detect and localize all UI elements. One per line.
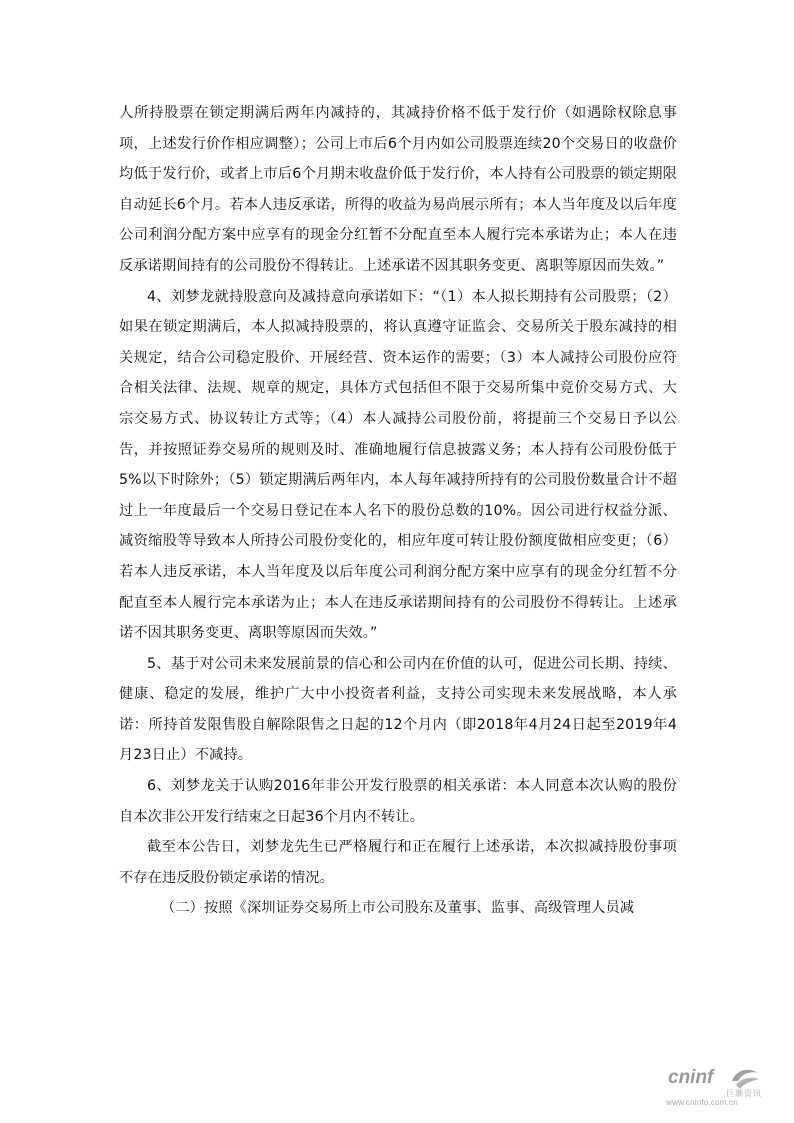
paragraph-commitment-5: 5、基于对公司未来发展前景的信心和公司内在价值的认可，促进公司长期、持续、健康、稳定的发展，维护广大中小投资者利益，支持公司实现未来发展战略，本人承诺：所持首发限售股自解除限售之日起的12个月内（即2018年4月24日起至2019年4月23日止）不减持。 [119,655,677,764]
logo-url-text: www.cninfo.com.cn [666,1098,738,1107]
section-heading-2: （二）按照《深圳证券交易所上市公司股东及董事、监事、高级管理人员减 [161,900,635,917]
paragraph-commitment-6: 6、刘梦龙关于认购2016年非公开发行股票的相关承诺：本人同意本次认购的股份自本次非公开发行结束之日起36个月内不转让。 [119,778,677,825]
document-body [119,98,677,924]
paragraph-status: 截至本公告日，刘梦龙先生已严格履行和正在履行上述承诺，本次拟减持股份事项不存在违反股份锁定承诺的情况。 [119,839,677,886]
cninfo-watermark-logo [666,1065,766,1109]
logo-chinese-text: 巨潮资讯 [726,1089,762,1098]
paragraph-commitment-4: 4、刘梦龙就持股意向及减持意向承诺如下：“（1）本人拟长期持有公司股票；（2）如果在锁定期满后，本人拟减持股票的，将认真遵守证监会、交易所关于股东减持的相关规定，结合公司稳定股价、开展经营、资本运作的需要；（3）本人减持公司股份应符合相关法律、法规、规章的规定，具体方式包括但不限于交易所集中竞价交易方式、大宗交易方式、协议转让方式等；（4）本人减持公司股份前，将提前三个交易日予以公告，并按照证券交易所的规则及时、准确地履行信息披露义务；本人持有公司股份低于5%以下时除外；（5）锁定期满后两年内，本人每年减持所持有的公司股份数量合计不超过上一年度最后一个交易日登记在本人名下的股份总数的10%。因公司进行权益分派、减资缩股等导致本人所持公司股份变化的，相应年度可转让股份额度做相应变更；（6）若本人违反承诺，本人当年度及以后年度公司利润分配方案中应享有的现金分红暂不分配直至本人履行完本承诺为止；本人在违反承诺期间持有的公司股份不得转让。上述承诺不因其职务变更、离职等原因而失效。” [119,288,677,642]
logo-brand-text: cninf [668,1067,714,1088]
paragraph-continued: 人所持股票在锁定期满后两年内减持的，其减持价格不低于发行价（如遇除权除息事项，上述发行价作相应调整）；公司上市后6个月内如公司股票连续20个交易日的收盘价均低于发行价，或者上市后6个月期末收盘价低于发行价，本人持有公司股票的锁定期限自动延长6个月。若本人违反承诺，所得的收益为易尚展示所有；本人当年度及以后年度公司利润分配方案中应享有的现金分红暂不分配直至本人履行完本承诺为止；本人在违反承诺期间持有的公司股份不得转让。上述承诺不因其职务变更、离职等原因而失效。” [119,105,677,274]
